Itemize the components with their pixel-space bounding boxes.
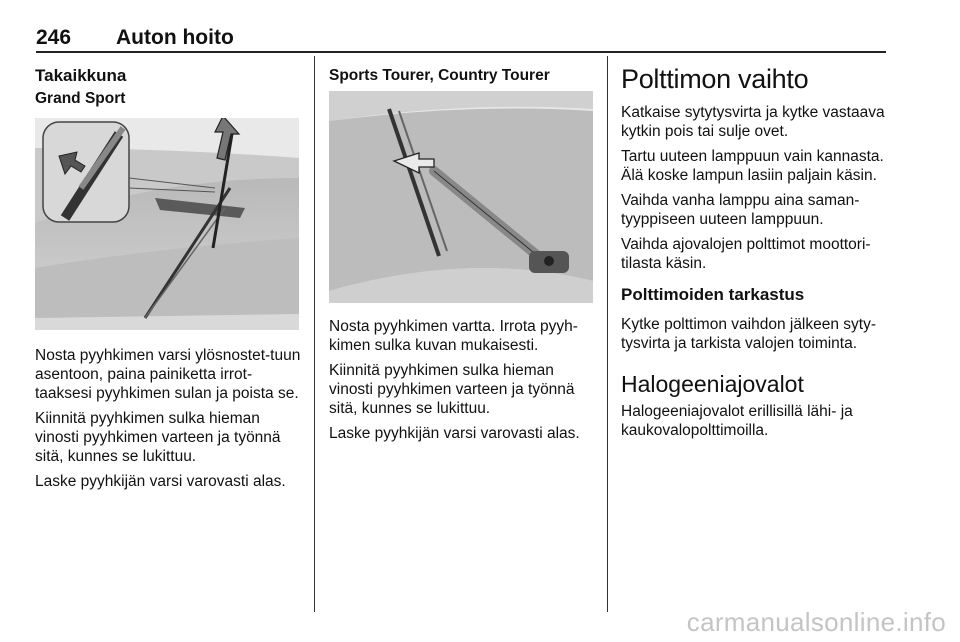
subsection-title: Polttimoiden tarkastus (621, 285, 805, 304)
page-header (36, 26, 886, 52)
section-title: Takaikkuna (35, 66, 127, 85)
paragraph: Vaihda vanha lamppu aina saman-tyyppiseen uuteen lamppuun. (621, 192, 860, 228)
rear-wiper-sports-tourer-illustration (329, 91, 593, 303)
subsection-title: Sports Tourer, Country Tourer (329, 67, 550, 84)
paragraph: Katkaise sytytysvirta ja kytke vastaava kytkin pois tai sulje ovet. (621, 104, 885, 140)
paragraph: Kiinnitä pyyhkimen sulka hieman vinosti pyyhkimen varteen ja työnnä sitä, kunnes se lukittuu. (35, 410, 281, 465)
paragraph: Tartu uuteen lamppuun vain kannasta. Älä koske lampun lasiin paljain käsin. (621, 148, 884, 184)
section-title: Polttimon vaihto (621, 64, 809, 94)
column-middle (329, 60, 593, 449)
paragraph: Nosta pyyhkimen vartta. Irrota pyyh-kimen sulka kuvan mukaisesti. (329, 318, 578, 354)
paragraph: Laske pyyhkijän varsi varovasti alas. (35, 473, 286, 490)
paragraph: Kytke polttimon vaihdon jälkeen syty-tysvirta ja tarkista valojen toiminta. (621, 316, 877, 352)
watermark: carmanualsonline.info (686, 607, 946, 637)
paragraph: Kiinnitä pyyhkimen sulka hieman vinosti pyyhkimen varteen ja työnnä sitä, kunnes se lukittuu. (329, 362, 575, 417)
paragraph: Nosta pyyhkimen varsi ylösnostet-tuun asentoon, paina painiketta irrot-taaksesi pyyhkimen sulan ja poista se. (35, 347, 301, 402)
page-number: 246 (36, 26, 72, 49)
column-divider (607, 56, 608, 612)
paragraph: Laske pyyhkijän varsi varovasti alas. (329, 425, 580, 442)
column-left (35, 60, 301, 497)
column-divider (314, 56, 315, 612)
column-right (621, 60, 889, 446)
section-title: Halogeeniajovalot (621, 371, 804, 397)
subsection-title: Grand Sport (35, 90, 126, 107)
header-divider (36, 51, 886, 53)
chapter-title: Auton hoito (116, 26, 234, 49)
rear-wiper-grand-sport-illustration (35, 118, 299, 330)
paragraph: Halogeeniajovalot erillisillä lähi- ja kaukovalopolttimoilla. (621, 403, 853, 439)
paragraph: Vaihda ajovalojen polttimot moottori-tilasta käsin. (621, 236, 871, 272)
